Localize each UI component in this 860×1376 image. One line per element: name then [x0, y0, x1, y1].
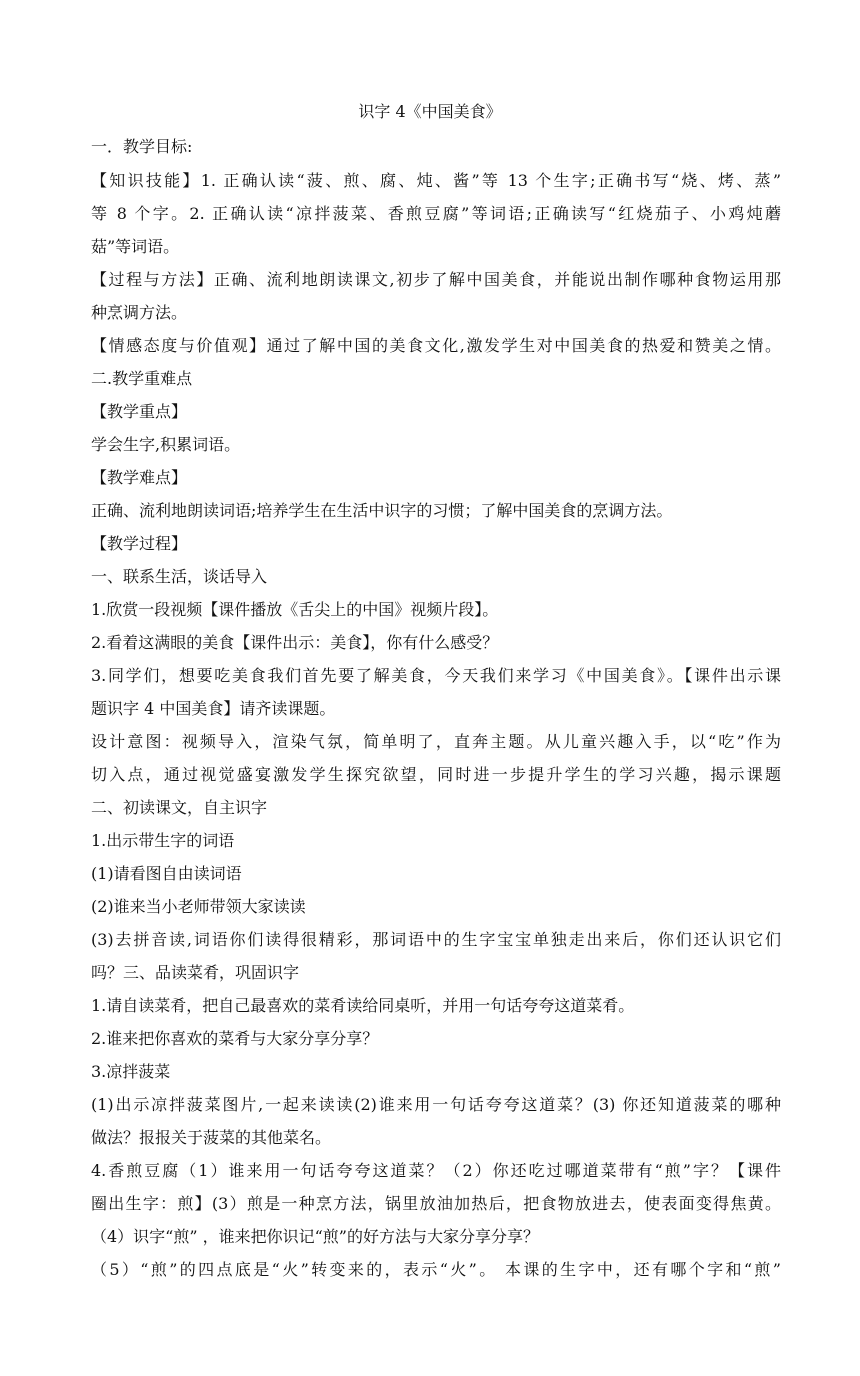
paragraph-line: (2)谁来当小老师带领大家读读	[91, 897, 306, 916]
paragraph-line: (1)出示凉拌菠菜图片,一起来读读(2)谁来用一句话夸夸这道菜？(3) 你还知道菠菜的哪种	[91, 1095, 781, 1114]
paragraph-line: 4.香煎豆腐（1）谁来用一句话夸夸这道菜？（2）你还吃过哪道菜带有“煎”字？【课件	[91, 1161, 781, 1180]
document-title: 识字 4《中国美食》	[358, 102, 502, 121]
paragraph-line: 种烹调方法。	[91, 303, 188, 322]
subsection-heading: 【教学难点】	[91, 468, 188, 487]
paragraph-line: 【知识技能】1. 正确认读“菠、煎、腐、炖、酱”等 13 个生字;正确书写“烧、烤、蒸”	[91, 171, 781, 190]
subsection-heading: 【教学重点】	[91, 402, 188, 421]
paragraph-line: 【过程与方法】正确、流利地朗读课文,初步了解中国美食，并能说出制作哪种食物运用那	[91, 270, 781, 289]
paragraph-line: 【情感态度与价值观】通过了解中国的美食文化,激发学生对中国美食的热爱和赞美之情。	[91, 336, 781, 355]
section-heading: 二.教学重难点	[91, 369, 193, 388]
paragraph-line: 题识字 4 中国美食】请齐读课题。	[91, 699, 336, 718]
paragraph-line: 吗？三、品读菜肴，巩固识字	[91, 963, 300, 982]
paragraph-line: 1.请自读菜肴，把自己最喜欢的菜肴读给同桌听，并用一句话夸夸这道菜肴。	[91, 996, 635, 1015]
paragraph-line: 3.同学们，想要吃美食我们首先要了解美食，今天我们来学习《中国美食》。【课件出示课	[91, 666, 781, 685]
paragraph-line: 2.谁来把你喜欢的菜肴与大家分享分享？	[91, 1029, 379, 1048]
paragraph-line: 1.欣赏一段视频【课件播放《舌尖上的中国》视频片段】。	[91, 600, 499, 619]
paragraph-line: 2.看着这满眼的美食【课件出示：美食】，你有什么感受？	[91, 633, 499, 652]
subsection-heading: 【教学过程】	[91, 534, 188, 553]
paragraph-line: （4）识字“煎” ，谁来把你识记“煎”的好方法与大家分享分享？	[91, 1227, 539, 1246]
paragraph-line: (1)请看图自由读词语	[91, 864, 242, 883]
section-heading: 一、联系生活，谈话导入	[91, 567, 268, 586]
paragraph-line: 切入点，通过视觉盛宴激发学生探究欲望，同时进一步提升学生的学习兴趣，揭示课题	[91, 765, 781, 784]
paragraph-line: 圈出生字：煎】(3）煎是一种烹方法，锅里放油加热后，把食物放进去，使表面变得焦黄。	[91, 1194, 781, 1213]
paragraph-line: 菇”等词语。	[91, 237, 180, 256]
paragraph-line: 正确、流利地朗读词语;培养学生在生活中识字的习惯；了解中国美食的烹调方法。	[91, 501, 673, 520]
paragraph-line: 做法？报报关于菠菜的其他菜名。	[91, 1128, 332, 1147]
paragraph-line: (3)去拼音读,词语你们读得很精彩，那词语中的生字宝宝单独走出来后，你们还认识它们	[91, 930, 781, 949]
section-heading: 二、初读课文，自主识字	[91, 798, 268, 817]
paragraph-line: 设计意图：视频导入，渲染气氛，简单明了，直奔主题。从儿童兴趣入手，以“吃”作为	[91, 732, 781, 751]
section-heading: 一．教学目标:	[91, 137, 193, 156]
paragraph-line: 3.凉拌菠菜	[91, 1062, 171, 1081]
paragraph-line: （5）“煎”的四点底是“火”转变来的，表示“火”。 本课的生字中，还有哪个字和“煎”	[91, 1260, 781, 1279]
paragraph-line: 学会生字,积累词语。	[91, 435, 241, 454]
paragraph-line: 1.出示带生字的词语	[91, 831, 235, 850]
paragraph-line: 等 8 个字。2. 正确认读“凉拌菠菜、香煎豆腐”等词语;正确读写“红烧茄子、小鸡炖蘑	[91, 204, 781, 223]
